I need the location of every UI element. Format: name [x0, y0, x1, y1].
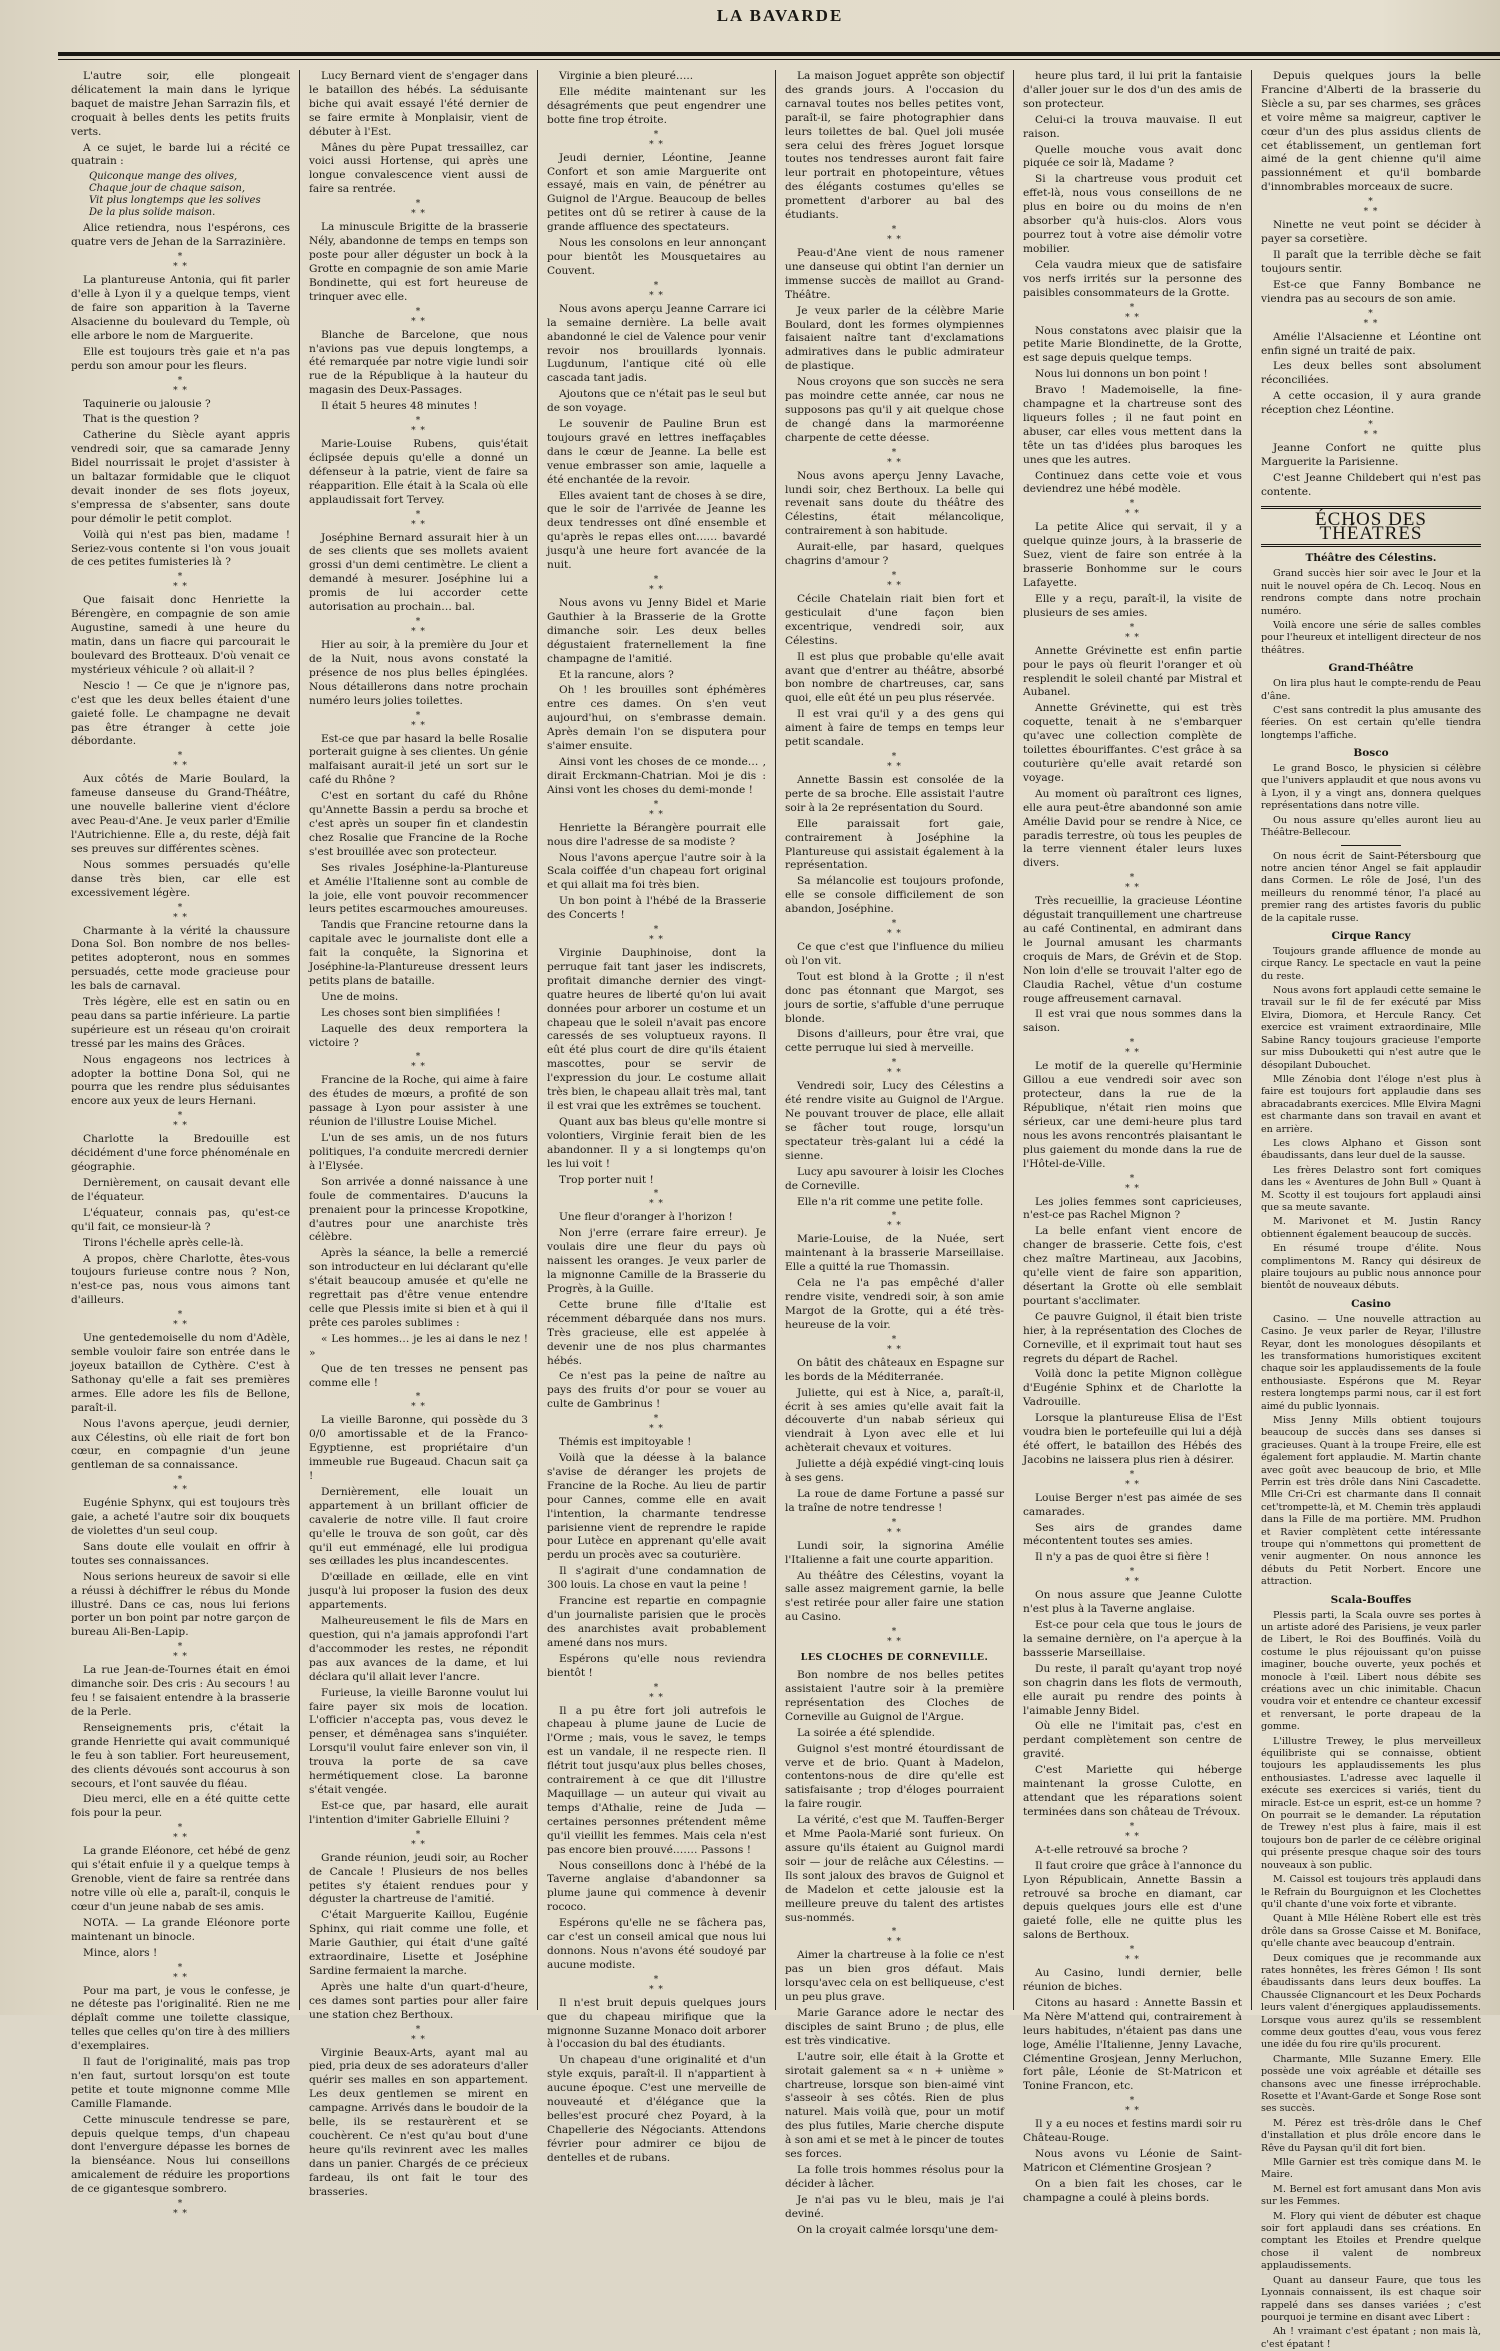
asterism-separator: * * *: [1125, 622, 1140, 643]
paragraph: La vieille Baronne, qui possède du 3 0/0 amortissable et de la Franco-Egyptienne, est propriétaire d'un immeuble rue Bugeaud. Chacun sait ça !: [309, 1414, 528, 1483]
paragraph: Voilà qui n'est pas bien, madame ! Seriez-vous contente si l'on vous jouait de ces petites fumisteries là ?: [71, 528, 290, 569]
paragraph: Francine de la Roche, qui aime à faire des études de mœurs, a profité de son passage à Lyon pour assister à une réunion de l'illustre Louise Michel.: [309, 1074, 528, 1129]
paragraph: Sa mélancolie est toujours profonde, elle se console difficilement de son abandon, Joséphine.: [785, 875, 1004, 916]
paragraph: Lundi soir, la signorina Amélie l'Italienne a fait une courte apparition.: [785, 1539, 1004, 1566]
paragraph: Cécile Chatelain riait bien fort et gesticulait d'une façon bien excentrique, vendredi soir, aux Célestins.: [785, 593, 1004, 647]
paragraph: Ce n'est pas la peine de naître au pays des fruits d'or pour se vouer au culte de Gambrinus !: [547, 1370, 766, 1411]
paragraph: Et la rancune, alors ?: [559, 668, 674, 681]
paragraph: Cela vaudra mieux que de satisfaire vos nerfs irrités sur la personne des paisibles consommateurs de la Grotte.: [1023, 258, 1242, 299]
paragraph: La belle enfant vient encore de changer de brasserie. Cette fois, c'est chez maître Martineau, aux Jacobins, qu'elle vient de faire son apparition, désertant la Grotte où elle semblait pourtant s'acclimater.: [1023, 1225, 1242, 1307]
paragraph: Nous serions heureux de savoir si elle a réussi à déchiffrer le rébus du Monde illustré. Dans ce cas, nous lui ferions porter un bon point par notre garçon de bureau Ali-Ben-Lapip.: [71, 1570, 290, 1639]
asterism-separator: * * *: [649, 925, 664, 946]
paragraph: Charlotte la Bredouille est décidément d'une force phénoménale en géographie.: [71, 1133, 290, 1174]
column-1: [62, 70, 300, 2220]
header-rule-thick: [58, 52, 1500, 56]
paragraph: A propos, chère Charlotte, êtes-vous toujours furieuse contre nous ? Non, n'est-ce pas, nous vous aimons tant d'ailleurs.: [71, 1252, 290, 1307]
paragraph: Depuis quelques jours la belle Francine d'Alberti de la brasserie du Siècle a su, par ses charmes, ses grâces et voire même sa maigreur, captiver le cœur d'un des plus assidus clients de cet établissement, un gentleman fort aimé de la gent chienne qu'il aime passionnément et qu'il bombarde d'innombrables morceaux de sucre.: [1261, 70, 1481, 194]
paragraph: Est-ce pour cela que tous le jours de la semaine dernière, on l'a aperçue à la bassserie Marseillaise.: [1023, 1619, 1242, 1659]
paragraph: Il est vrai que nous sommes dans la saison.: [1023, 1008, 1242, 1035]
asterism-separator: * * *: [411, 199, 426, 220]
paragraph: Nous avons aperçu Jenny Lavache, lundi soir, chez Berthoux. La belle qui revenait sans doute du théâtre des Célestins, était mélancolique, contrairement à son habitude.: [785, 469, 1004, 538]
paragraph: Celui-ci la trouva mauvaise. Il eut raison.: [1023, 113, 1242, 140]
paragraph: Très légère, elle est en satin ou en peau dans sa partie inférieure. La partie supérieure est un réseau qu'on croirait tressé par les mains des Grâces.: [71, 996, 290, 1050]
asterism-separator: * * *: [411, 2024, 426, 2045]
verse-line: Quiconque mange des olives,: [89, 171, 238, 183]
paragraph: Les jolies femmes sont capricieuses, n'est-ce pas Rachel Mignon ?: [1023, 1195, 1242, 1222]
masthead-title: LA BAVARDE: [716, 6, 844, 25]
paragraph: Elle médite maintenant sur les désagréments que peut engendrer une botte fine trop étroite.: [547, 85, 766, 126]
paragraph: M. Flory qui vient de débuter est chaque soir fort applaudi dans ses créations. En comptant les Etoiles et Prendre quelque chose il valent de nombreux applaudissements.: [1261, 2210, 1481, 2272]
theatre-subheading: Casino: [1351, 1297, 1391, 1310]
paragraph: Ninette ne veut point se décider à payer sa corsetière.: [1261, 219, 1481, 246]
paragraph: Ses rivales Joséphine-la-Plantureuse et Amélie l'Italienne sont au comble de la joie, elle vont pouvoir recommencer leurs petites escarmouches amoureuses.: [309, 861, 528, 916]
columns-container: [62, 70, 1496, 2350]
paragraph: La plantureuse Antonia, qui fit parler d'elle à Lyon il y a quelque temps, vient de faire son apparition à la Taverne Alsacienne du boulevard du Temple, où elle arbore le nom de Marguerite.: [71, 274, 290, 342]
paragraph: That is the question ?: [83, 413, 199, 426]
asterism-separator: * * *: [649, 799, 664, 820]
asterism-separator: * * *: [173, 375, 188, 396]
paragraph: Une de moins.: [321, 990, 399, 1003]
paragraph: Je veux parler de la célèbre Marie Boulard, dont les formes olympiennes faisaient naître tant d'exclamations admiratives dans le public admirateur de plastique.: [785, 304, 1004, 373]
paragraph: A cette occasion, il y aura grande réception chez Léontine.: [1261, 390, 1481, 417]
paragraph: Il n'y a pas de quoi être si fière !: [1035, 1551, 1210, 1564]
asterism-separator: * * *: [887, 571, 902, 591]
paragraph: Que faisait donc Henriette la Bérengère, en compagnie de son amie Augustine, samedi à une heure du matin, dans un fiacre qui parcourait le boulevard des Brotteaux. D'où venait ce mystérieux véhicule ? où allait-il ?: [71, 594, 290, 676]
paragraph: Nous les consolons en leur annonçant pour bientôt les Mousquetaires au Couvent.: [547, 237, 766, 277]
paragraph: Dernièrement, elle louait un appartement à un brillant officier de cavalerie de notre ville. Il faut croire qu'elle le trouva de son goût, car dès qu'il eut emménagé, elle lui prodigua ses œillades les plus incandescentes.: [309, 1485, 528, 1568]
paragraph: Non j'erre (errare faire erreur). Je voulais dire une fleur du pays où naissent les oranges. Je veux parler de la mignonne Camille de la Brasserie du Progrès, à la Guille.: [547, 1227, 766, 1295]
asterism-separator: * * *: [1363, 197, 1379, 218]
paragraph: Quant aux bas bleus qu'elle montre si volontiers, Virginie ferait bien de les abandonner. Il y a si longtemps qu'on les lui voit !: [547, 1115, 766, 1170]
paragraph: Ah ! vraimant c'est épatant ; non mais là, c'est épatant !: [1261, 2326, 1481, 2350]
asterism-separator: * * *: [887, 751, 902, 772]
asterism-separator: * * *: [1125, 873, 1140, 894]
paragraph: Elle n'a rit comme une petite folle.: [797, 1195, 984, 1208]
paragraph: Jeanne Confort ne quitte plus Marguerite la Parisienne.: [1261, 442, 1481, 468]
paragraph: Annette Grévinette, qui est très coquette, tenait à ne s'embarquer qu'avec une collection complète de toilettes ébouriffantes. C'est grâce à sa couturière qu'elle avait retardé son voyage.: [1023, 702, 1242, 784]
asterism-separator: * * *: [1125, 2096, 1140, 2117]
paragraph: On nous écrit de Saint-Pétersbourg que notre ancien ténor Angel se fait applaudir dans Cormen. Le rôle de José, l'un des meilleurs du renommé ténor, l'a placé au premier rang des artistes favoris du public de la capitale russe.: [1261, 850, 1481, 924]
paragraph: Elle y a reçu, paraît-il, la visite de plusieurs de ses amies.: [1023, 592, 1242, 619]
paragraph: « Les hommes… je les ai dans le nez ! »: [309, 1332, 528, 1359]
paragraph: Un chapeau d'une originalité et d'un style exquis, paraît-il. Il n'appartient à aucune époque. C'est une merveille de nouveauté et d'élégance que la belles'est procuré chez Poyard, à la Chapellerie des Négociants. Attendons février pour admirer ce bijou de dentelles et de rubans.: [547, 2054, 766, 2164]
paragraph: M. Caissol est toujours très applaudi dans le Refrain du Bourguignon et les Clochettes qu'il chante d'une voix forte et vibrante.: [1261, 1874, 1481, 1910]
paragraph: Mlle Zénobia dont l'éloge n'est plus à faire est toujours fort applaudie dans ses abracadabrants exercices. Mlle Elvira Magni est charmante dans son travail en avant et en arrière.: [1261, 1073, 1481, 1135]
paragraph: A ce sujet, le barde lui a récité ce quatrain :: [71, 141, 290, 168]
column-2: [300, 70, 538, 2198]
asterism-separator: * * *: [411, 1829, 426, 1850]
column-3: [538, 70, 776, 2164]
paragraph: Ce pauvre Guignol, il était bien triste hier, à la représentation des Cloches de Corneville, et il exprimait tout haut ses regrets du départ de Rachel.: [1023, 1310, 1242, 1365]
paragraph: Le grand Bosco, le physicien si célèbre que l'univers applaudit et que nous avons vu à Lyon, il y a vingt ans, donnera quelques représentations dans notre ville.: [1261, 763, 1481, 812]
verse-quatrain: [89, 171, 290, 219]
asterism-separator: * * *: [411, 306, 426, 327]
paragraph: Furieuse, la vieille Baronne voulut lui faire payer six mois de location. L'officier n'accepta pas, vous devez le penser, et démênagea sans s'inquiéter. Lorsqu'il voulut faire enlever son vin, il trouva la porte de sa cave hermétiquement close. La baronne s'était vengée.: [309, 1686, 528, 1796]
theatre-subheading: Cirque Rancy: [1331, 929, 1411, 942]
asterism-separator: * * *: [649, 1414, 664, 1435]
paragraph: Il paraît que la terrible dèche se fait toujours sentir.: [1261, 248, 1481, 275]
paragraph: Au théâtre des Célestins, voyant la salle assez maigrement garnie, la belle s'est retirée pour aller faire une station au Casino.: [785, 1569, 1004, 1624]
paragraph: M. Bernel est fort amusant dans Mon avis sur les Femmes.: [1261, 2183, 1481, 2208]
paragraph: Pour ma part, je vous le confesse, je ne déteste pas l'originalité. Rien ne me déplaît comme une toilette classique, telles que celles qu'on tire à des milliers d'exemplaires.: [71, 1984, 290, 2053]
paragraph: Aurait-elle, par hasard, quelques chagrins d'amour ?: [785, 541, 1004, 568]
paragraph: L'un de ses amis, un de nos futurs politiques, l'a conduite mercredi dernier à l'Elysée.: [309, 1132, 528, 1172]
paragraph: Sans doute elle voulait en offrir à toutes ses connaissances.: [71, 1540, 290, 1567]
paragraph: Tout est blond à la Grotte ; il n'est donc pas étonnant que Margot, ses jours de sortie, s'affuble d'une perruque blonde.: [785, 970, 1004, 1025]
paragraph: Virginie a bien pleuré…..: [559, 70, 694, 82]
paragraph: Il est vrai qu'il y a des gens qui aiment à faire de temps en temps leur petit scandale.: [785, 708, 1004, 749]
paragraph: Voilà donc la petite Mignon collègue d'Eugénie Sphinx et de Charlotte la Vadrouille.: [1023, 1368, 1242, 1409]
paragraph: Après la séance, la belle a remercié son introducteur en lui déclarant qu'elle s'était beaucoup amusée et qu'elle ne regrettait pas d'être venue entendre celle que Plessis imite si bien et à qui il prête ces paroles sublimes :: [309, 1247, 528, 1329]
paragraph: Virginie Beaux-Arts, ayant mal au pied, pria deux de ses adorateurs d'aller quérir ses malles en son appartement. Les deux gentlemen se mirent en campagne. Arrivés dans le boudoir de la belle, ils se restaurèrent et se couchèrent. Ce n'est qu'au bout d'une heure qu'ils revinrent avec les malles dans un panier. Chargés de ce précieux fardeau, ils ont fait le tour des brasseries.: [309, 2046, 528, 2198]
paragraph: Thémis est impitoyable !: [559, 1436, 692, 1449]
paragraph: Citons au hasard : Annette Bassin et Ma Nère M'attend qui, contrairement à leurs habitudes, n'étaient pas dans une loge, Amélie l'Italienne, Jenny Lavache, Clémentine Grosjean, Jenny Merluchon, fort pâle, Léonie de St-Matricon et Tonine Francon, etc.: [1023, 1996, 1242, 2093]
header-rule-thin: [58, 59, 1500, 60]
theatre-subheading: Scala-Bouffes: [1330, 1593, 1412, 1606]
asterism-separator: * * *: [1363, 308, 1379, 329]
echos-des-theatres-heading: ÉCHOS DES THÉATRES: [1261, 506, 1481, 548]
paragraph: Nous lui donnons un bon point !: [1035, 368, 1208, 381]
asterism-separator: * * *: [649, 280, 664, 301]
paragraph: Les clows Alphano et Gisson sont ébaudissants, dans leur duel de la sausse.: [1261, 1137, 1481, 1162]
paragraph: Après une halte d'un quart-d'heure, ces dames sont parties pour aller faire une station chez Berthoux.: [309, 1980, 528, 2021]
paragraph: Renseignements pris, c'était la grande Henriette qui avait communiqué le feu à son tablier. Fort heureusement, des clients dévoués sont accourus à son secours, et l'ont sauvée du fléau.: [71, 1721, 290, 1790]
paragraph: Grand succès hier soir avec le Jour et la nuit le nouvel opéra de Ch. Lecoq. Nous en rendrons compte dans notre prochain numéro.: [1261, 568, 1481, 617]
paragraph: Nous l'avons aperçue l'autre soir à la Scala coiffée d'un chapeau fort original et qui allait ma foi très bien.: [547, 851, 766, 892]
paragraph: Il faut de l'originalité, mais pas trop n'en faut, surtout lorsqu'on est toute petite et toute mignonne comme Mlle Camille Flamande.: [71, 2056, 290, 2110]
paragraph: Annette Grévinette est enfin partie pour le pays où fleurit l'oranger et où resplendit le soleil chanté par Mistral et Aubanel.: [1023, 644, 1242, 699]
paragraph: Nous l'avons aperçue, jeudi dernier, aux Célestins, où elle riait de fort bon cœur, en compagnie d'un jeune gentleman de sa connaissance.: [71, 1417, 290, 1472]
paragraph: Je n'ai pas vu le bleu, mais je l'ai deviné.: [785, 2193, 1004, 2220]
paragraph: Ajoutons que ce n'était pas le seul but de son voyage.: [547, 388, 766, 415]
paragraph: La vérité, c'est que M. Tauffen-Berger et Mme Paola-Marié sont furieux. On assure qu'ils étaient au Guignol mardi soir — jour de relâche aux Célestins. — Ils sont jaloux des bravos de Guignol et de Madelon et cette jalousie est la meilleure preuve du talent des artistes sus-nommés.: [785, 1814, 1004, 1924]
paragraph: Est-ce que, par hasard, elle aurait l'intention d'imiter Gabrielle Elluini ?: [309, 1799, 528, 1826]
paragraph: Alice retiendra, nous l'espérons, ces quatre vers de Jehan de la Sarrazinière.: [71, 222, 290, 249]
paragraph: Lorsque la plantureuse Elisa de l'Est voudra bien le portefeuille qui lui a déjà été offert, le bataillon des Hébés des Jacobins ne laissera plus rien à désirer.: [1023, 1412, 1242, 1466]
paragraph: Ses airs de grandes dame mécontentent toutes ses amies.: [1023, 1521, 1242, 1548]
paragraph: Ce que c'est que l'influence du milieu où l'on vit.: [785, 941, 1004, 967]
asterism-separator: * * *: [1125, 499, 1140, 520]
paragraph: Est-ce que Fanny Bombance ne viendra pas au secours de son amie.: [1261, 278, 1481, 305]
paragraph: Peau-d'Ane vient de nous ramener une danseuse qui obtint l'an dernier un immense succès de maillot au Grand-Théâtre.: [785, 246, 1004, 301]
paragraph: L'autre soir, elle plongeait délicatement la main dans le lyrique baquet de maistre Jehan Sarrazin fils, et croquait à belles dents les petits fruits verts.: [71, 70, 290, 138]
paragraph: Taquinerie ou jalousie ?: [83, 397, 211, 410]
paragraph: D'œillade en œillade, elle en vint jusqu'à lui proposer la fusion des deux appartements.: [309, 1571, 528, 1612]
paragraph: Si la chartreuse vous produit cet effet-là, nous vous conseillons de ne plus en boire ou du moins de n'en absorber qu'à huis-clos. Alors vous pourrez tout à votre aise démolir votre mobilier.: [1023, 173, 1242, 255]
column-6: [1252, 70, 1490, 2350]
paragraph: M. Pérez est très-drôle dans le Chef d'installation et plus drôle encore dans le Rêve du Paysan qu'il dit fort bien.: [1261, 2117, 1481, 2154]
asterism-separator: * * *: [1363, 420, 1379, 441]
asterism-separator: * * *: [1125, 1821, 1140, 1842]
paragraph: Quant à Mlle Hélène Robert elle est très drôle dans sa Grosse Caisse et M. Boniface, qu'elle chante avec beaucoup d'entrain.: [1261, 1913, 1481, 1950]
asterism-separator: * * *: [173, 902, 188, 923]
paragraph: Nous croyons que son succès ne sera pas moindre cette année, car nous ne supposons pas qu'il y ait quelque chose de changé dans la marmoréenne charpente de cette déesse.: [785, 376, 1004, 444]
paragraph: heure plus tard, il lui prit la fantaisie d'aller jouer sur le dos d'un des amis de son protecteur.: [1023, 70, 1242, 110]
paragraph: Malheureusement le fils de Mars en question, qui n'a jamais approfondi l'art d'accommoder les restes, ne répondit pas aux avances de la dame, et lui déclara qu'il allait lever l'ancre.: [309, 1615, 528, 1683]
paragraph: Il est plus que probable qu'elle avait avant que d'entrer au théâtre, absorbé bon nombre de chartreuses, car, sans quoi, elle eût été un peu plus réservée.: [785, 650, 1004, 705]
paragraph: Elle est toujours très gaie et n'a pas perdu son amour pour les fleurs.: [71, 345, 290, 372]
paragraph: Juliette, qui est à Nice, a, paraît-il, écrit à ses amies qu'elle avait fait la découverte d'un nabab sérieux qui viendrait à Lyon avec elle et lui achèterait chevaux et voitures.: [785, 1386, 1004, 1455]
paragraph: L'illustre Trewey, le plus merveilleux équilibriste qui se connaisse, obtient toujours les applaudissements les plus enthousiastes. L'adresse avec laquelle il exécute ses exercices si variés, tient du miracle. Est-ce un esprit, est-ce un homme ? On pourrait se le demander. La réputation de Trewey n'est plus à faire, mais il est toujours bon de parler de ce célèbre original qui présente presque chaque soir des tours nouveaux à son public.: [1261, 1735, 1481, 1871]
paragraph: Nous sommes persuadés qu'elle danse très bien, car elle est excessivement légère.: [71, 858, 290, 899]
section-divider: [1341, 845, 1401, 846]
asterism-separator: * * *: [1125, 302, 1140, 323]
paragraph: Son arrivée a donné naissance à une foule de commentaires. D'aucuns la prenaient pour la princesse Kropotkine, d'autres pour une anarchiste très célèbre.: [309, 1175, 528, 1244]
paragraph: Lucy apu savourer à loisir les Cloches de Corneville.: [785, 1165, 1004, 1192]
paragraph: Elle paraissait fort gaie, contrairement à Joséphine la Plantureuse qui assistait également à la représentation.: [785, 817, 1004, 872]
paragraph: Louise Berger n'est pas aimée de ses camarades.: [1023, 1491, 1242, 1518]
paragraph: L'autre soir, elle était à la Grotte et sirotait galement sa « n + unième » chartreuse, lorsque son bien-aimé vint s'asseoir à ses côtés. Rien de plus naturel. Mais voilà que, pour un motif des plus futiles, Marie cherche dispute à son ami et se met à le pincer de toutes ses forces.: [785, 2050, 1004, 2161]
asterism-separator: * * *: [173, 1962, 188, 1983]
asterism-separator: * * *: [649, 129, 664, 150]
paragraph: Espérons qu'elle ne se fâchera pas, car c'est un conseil amical que nous lui donnons. Nous n'avons été soudoyé par aucune modiste.: [547, 1917, 766, 1971]
asterism-separator: * * *: [1125, 1945, 1140, 1966]
asterism-separator: * * *: [173, 2199, 188, 2220]
paragraph: Les choses sont bien simplifiées !: [321, 1006, 501, 1019]
paragraph: Mlle Garnier est très comique dans M. le Maire.: [1261, 2157, 1481, 2181]
theatre-subheading: Grand-Théâtre: [1328, 662, 1414, 675]
asterism-separator: * * *: [1125, 1469, 1140, 1490]
section-heading: LES CLOCHES DE CORNEVILLE.: [800, 1652, 989, 1664]
paragraph: Il était 5 heures 48 minutes !: [321, 400, 478, 413]
paragraph: Il s'agirait d'une condamnation de 300 louis. La chose en vaut la peine !: [547, 1565, 766, 1592]
paragraph: C'était Marguerite Kaillou, Eugénie Sphinx, qui riait comme une folle, et Marie Gauthier, qui était d'une gaîté extraordinaire, Lisette et Joséphine Sardine fermaient la marche.: [309, 1909, 528, 1977]
paragraph: Voilà que la déesse à la balance s'avise de déranger les projets de Francine de la Roche. Au lieu de partir pour Cannes, comme elle en avait l'intention, la charmante tendresse parisienne vient de reprendre le rapide pour Lutèce en apprenant qu'elle avait perdu un procès avec sa couturière.: [547, 1452, 766, 1562]
paragraph: C'est Mariette qui héberge maintenant la grosse Culotte, en attendant que les réparations soient terminées dans son château de Trévoux.: [1023, 1764, 1242, 1818]
paragraph: On lira plus haut le compte-rendu de Peau d'âne.: [1261, 678, 1481, 702]
paragraph: On nous assure que Jeanne Culotte n'est plus à la Taverne anglaise.: [1023, 1589, 1242, 1616]
asterism-separator: * * *: [1125, 1173, 1140, 1194]
paragraph: Nous constatons avec plaisir que la petite Marie Blondinette, de la Grotte, est sage depuis quelque temps.: [1023, 324, 1242, 365]
asterism-separator: * * *: [411, 710, 426, 731]
asterism-separator: * * *: [173, 1111, 188, 1132]
paragraph: La maison Joguet apprête son objectif des grands jours. A l'occasion du carnaval toutes nos belles petites vont, paraît-il, se faire photographier dans leurs toilettes de bal. Quel joli musée sera celui des frères Joguet lorsque toutes nos tendresses auront fait faire leur portrait en photopeinture, vêtues des élégants costumes qu'elles se promettent d'arborer au bal des étudiants.: [785, 70, 1004, 222]
asterism-separator: * * *: [887, 1211, 902, 1232]
paragraph: Dieu merci, elle en a été quitte cette fois pour la peur.: [71, 1793, 290, 1820]
paragraph: C'est sans contredit la plus amusante des féeries. On est certain qu'elle tiendra longtemps l'affiche.: [1261, 704, 1481, 741]
paragraph: Les frères Delastro sont fort comiques dans les « Aventures de John Bull » Quant à M. Scotty il est toujours fort applaudi ainsi que sa meute savante.: [1261, 1164, 1481, 1213]
asterism-separator: * * *: [411, 1052, 426, 1073]
paragraph: Est-ce que par hasard la belle Rosalie porterait guigne à ses clientes. Un génie malfaisant aurait-il jeté un sort sur le café du Rhône ?: [309, 732, 528, 787]
paragraph: La folle trois hommes résolus pour la décider à lâcher.: [785, 2164, 1004, 2190]
paragraph: Elles avaient tant de choses à se dire, que le soir de l'arrivée de Jeanne les deux tendresses ont dîné ensemble et qu'après le repas elles ont…… bavardé jusqu'à une heure fort avancée de la nuit.: [547, 489, 766, 572]
verse-line: Chaque jour de chaque saison,: [89, 183, 246, 195]
asterism-separator: * * *: [173, 1475, 188, 1496]
paragraph: Hier au soir, à la première du Jour et de la Nuit, nous avons constaté la présence de nos plus belles épinglées. Nous détaillerons dans notre prochain numéro leurs jolies toilettes.: [309, 639, 528, 707]
paragraph: Ainsi vont les choses de ce monde… , dirait Erckmann-Chatrian. Moi je dis : Ainsi vont les choses du demi-monde !: [547, 755, 766, 796]
asterism-separator: * * *: [1125, 1038, 1140, 1059]
asterism-separator: * * *: [887, 1927, 902, 1948]
paragraph: Lucy Bernard vient de s'engager dans le bataillon des hébés. La séduisante biche qui avait essayé l'été dernier de se faire ermite à Monplaisir, vient de débuter à l'Est.: [309, 70, 528, 138]
paragraph: Virginie Dauphinoise, dont la perruque fait tant jaser les indiscrets, profitait dimanche dernier des vingt-quatre heures de liberté qu'on lui avait données pour arborer un costume et un chapeau que le soleil n'avait pas encore caressés de ses voluptueux rayons. Il eût été plus court de dire qu'ils étaient mascottes, pour se servir de l'expression du jour. Le costume allait très bien, le chapeau allait très mal, tant il est vrai que les extrêmes se touchent.: [547, 947, 766, 1112]
asterism-separator: * * *: [887, 447, 902, 468]
asterism-separator: * * *: [411, 416, 426, 437]
verse-line: Vit plus longtemps que les solives: [89, 195, 261, 207]
paragraph: Plessis parti, la Scala ouvre ses portes à un artiste adoré des Parisiens, je veux parler de Libert, le Roi des Bouffinés. Voilà du costume le plus réjouissant qu'on puisse imaginer, bouche ouverte, yeux pochés et monocle à l'œil. Libert nous débite ses créations avec un chic inimitable. Chacun voudra voir et entendre ce chanteur excessif et renversant, le porte drapeau de la gomme.: [1261, 1609, 1481, 1733]
paragraph: Francine est repartie en compagnie d'un journaliste parisien que le procès des anarchistes avait probablement amené dans nos murs.: [547, 1595, 766, 1649]
paragraph: Quelle mouche vous avait donc piquée ce soir là, Madame ?: [1023, 143, 1242, 170]
paragraph: Marie-Louise, de la Nuée, sert maintenant à la brasserie Marseillaise. Elle a quitté la rue Thomassin.: [785, 1233, 1004, 1274]
paragraph: M. Marivonet et M. Justin Rancy obtiennent également beaucoup de succès.: [1261, 1216, 1481, 1240]
asterism-separator: * * *: [1125, 1567, 1140, 1588]
paragraph: Mânes du père Pupat tressaillez, car voici aussi Hortense, qui après une longue convalescence vient aussi de faire sa rentrée.: [309, 141, 528, 196]
paragraph: Jeudi dernier, Léontine, Jeanne Confort et son amie Marguerite ont essayé, mais en vain, de pénétrer au Guignol de l'Argue. Beaucoup de belles petites ont dû se retirer à cause de la grande affluence des spectateurs.: [547, 151, 766, 234]
paragraph: Catherine du Siècle ayant appris vendredi soir, que sa camarade Jenny Bidel nourrissait le projet d'assister à un baltazar formidable que le cliquot devait inonder de ses flots joyeux, s'empressa de s'absenter, sans doute pour démolir le petit complot.: [71, 429, 290, 525]
paragraph: Tandis que Francine retourne dans la capitale avec le journaliste dont elle a fait la conquête, la Signorina et Joséphine-la-Plantureuse dressent leurs petits plans de bataille.: [309, 919, 528, 987]
asterism-separator: * * *: [887, 919, 902, 940]
paragraph: Nous avons vu Léonie de Saint-Matricon et Clémentine Grosjean ?: [1023, 2148, 1242, 2174]
paragraph: Annette Bassin est consolée de la perte de sa broche. Elle assistait l'autre soir à la 2e représentation du Sourd.: [785, 773, 1004, 814]
asterism-separator: * * *: [649, 1974, 664, 1995]
theatre-subheading: Bosco: [1353, 747, 1389, 760]
paragraph: Nescio ! — Ce que je n'ignore pas, c'est que les deux belles étaient d'une gaieté folle. Le champagne ne devait pas être étranger à cette joie débordante.: [71, 679, 290, 748]
paragraph: Amélie l'Alsacienne et Léontine ont enfin signé un traité de paix.: [1261, 330, 1481, 357]
column-4: [776, 70, 1014, 2236]
paragraph: Cela ne l'a pas empêché d'aller rendre visite, vendredi soir, à son amie Margot de la Grotte, qui a été très-heureuse de la voir.: [785, 1277, 1004, 1331]
paragraph: Blanche de Barcelone, que nous n'avions pas vue depuis longtemps, a été remarquée par notre vigie lundi soir rue de la République à la hauteur du magasin des Deux-Passages.: [309, 328, 528, 397]
paragraph: On a bien fait les choses, car le champagne a coulé à pleins bords.: [1023, 2177, 1242, 2204]
paragraph: Juliette a déjà expédié vingt-cinq louis à ses gens.: [785, 1458, 1004, 1485]
paragraph: La grande Eléonore, cet hébé de genz qui s'était enfuie il y a quelque temps à Grenoble, vient de faire sa rentrée dans notre ville où elle a, paraît-il, conquis le cœur d'un jeune nabab de ses amis.: [71, 1845, 290, 1913]
paragraph: Aimer la chartreuse à la folie ce n'est pas un bien gros défaut. Mais lorsqu'avec cela on est belliqueuse, c'est un peu plus grave.: [785, 1949, 1004, 2004]
paragraph: Le motif de la querelle qu'Herminie Gillou a eue vendredi soir avec son protecteur, dans la rue de la République, n'était rien moins que sérieux, car une demi-heure plus tard nous les avons rencontrés plaisantant le plus gaiement du monde dans la rue de l'Hôtel-de-Ville.: [1023, 1060, 1242, 1170]
paragraph: Aux côtés de Marie Boulard, la fameuse danseuse du Grand-Théâtre, une nouvelle ballerine vient d'éclore avec Peau-d'Ane. Je veux parler d'Emilie l'Autrichienne. Elle a, du reste, déjà fait ses preuves sur différentes scènes.: [71, 773, 290, 855]
paragraph: Au Casino, lundi dernier, belle réunion de biches.: [1023, 1967, 1242, 1994]
asterism-separator: * * *: [173, 252, 188, 273]
asterism-separator: * * *: [887, 1334, 902, 1355]
paragraph: Marie Garance adore le nectar des disciples de saint Bruno ; de plus, elle est très vindicative.: [785, 2007, 1004, 2047]
asterism-separator: * * *: [411, 509, 426, 530]
verse-line: De la plus solide maison.: [89, 207, 216, 219]
asterism-separator: * * *: [887, 224, 902, 245]
paragraph: Laquelle des deux remportera la victoire ?: [309, 1022, 528, 1049]
paragraph: Il faut croire que grâce à l'annonce du Lyon Républicain, Annette Bassin a retrouvé sa broche en diamant, car depuis quelques jours elle est d'une gaieté folle, elle ne quitte plus les salons de Berthoux.: [1023, 1859, 1242, 1942]
paragraph: Très recueillie, la gracieuse Léontine dégustait tranquillement une chartreuse au café Continental, en admirant dans le Journal amusant les charmants croquis de Mars, de Grévin et de Stop. Non loin d'elle se trouvait l'alter ego de Claudia Rachel, vêtue d'un costume rouge affreusement carnaval.: [1023, 895, 1242, 1005]
paragraph: Nous avons fort applaudi cette semaine le travail sur le fil de fer exécuté par Miss Elvira, Diomora, et Hercule Rancy. Cet exercice est vraiment extraordinaire, Mlle Sabine Rancy toujours gracieuse l'emporte sur miss Dubouketti qui n'est autre que le désopilant Dubouchet.: [1261, 985, 1481, 1071]
asterism-separator: * * *: [887, 1627, 902, 1648]
paragraph: Oh ! les brouilles sont éphémères entre ces dames. On s'en veut aujourd'hui, on s'embrasse demain. Après demain l'on se disputera pour s'aimer ensuite.: [547, 684, 766, 753]
asterism-separator: * * *: [173, 1310, 188, 1331]
paragraph: Bravo ! Mademoiselle, la fine-champagne et la chartreuse sont des liqueurs folles ; il ne faut point en abuser, car elles vous mettent dans la tête un tas d'idées plus baroques les unes que les autres.: [1023, 384, 1242, 466]
asterism-separator: * * *: [173, 751, 188, 772]
paragraph: Quant au danseur Faure, que tous les Lyonnais connaissent, ils est chaque soir rappelé dans ses danses variées ; c'est pourquoi je termine en disant avec Libert :: [1261, 2274, 1481, 2323]
paragraph: Il n'est bruit depuis quelques jours que du chapeau mirifique que la mignonne Suzanne Monaco doit arborer à l'occasion du bal des étudiants.: [547, 1996, 766, 2051]
paragraph: Nous conseillons donc à l'hébé de la Taverne anglaise d'abandonner sa plume jaune qui commence à devenir rococo.: [547, 1859, 766, 1914]
paragraph: On bâtit des châteaux en Espagne sur les bords de la Méditerranée.: [785, 1356, 1004, 1383]
paragraph: Les deux belles sont absolument réconciliées.: [1261, 360, 1481, 387]
paragraph: Guignol s'est montré étourdissant de verve et de brio. Quant à Madelon, contentons-nous de dire qu'elle est satisfaisante ; trop d'éloges pourraient la faire rougir.: [785, 1742, 1004, 1811]
paragraph: Il a pu être fort joli autrefois le chapeau à plume jaune de Lucie de l'Orme ; mais, vous le savez, le temps est un vandale, il ne respecte rien. Il flétrit tout jusqu'aux plus belles choses, contrairement à ce que dit l'illustre Maquillage — un auteur qui vivait au temps d'Athalie, reine de Juda — certaines personnes prétendent même qu'il vieillit les femmes. Mais cela n'est pas encore bien prouvé.…… Passons !: [547, 1704, 766, 1856]
asterism-separator: * * *: [173, 572, 188, 593]
asterism-separator: * * *: [649, 575, 664, 595]
paragraph: Mince, alors !: [83, 1946, 158, 1959]
paragraph: Disons d'ailleurs, pour être vrai, que cette perruque lui sied à merveille.: [785, 1028, 1004, 1055]
paragraph: La petite Alice qui servait, il y a quelque quinze jours, à la brasserie de Suez, vient de faire son entrée à la brasserie Bonhomme sur le cours Lafayette.: [1023, 521, 1242, 589]
paragraph: Dernièrement, on causait devant elle de l'équateur.: [71, 1177, 290, 1203]
paragraph: Une fleur d'oranger à l'horizon !: [559, 1211, 733, 1224]
asterism-separator: * * *: [887, 1058, 902, 1079]
paragraph: Henriette la Bérangère pourrait elle nous dire l'adresse de sa modiste ?: [547, 821, 766, 848]
asterism-separator: * * *: [411, 617, 426, 637]
paragraph: Le souvenir de Pauline Brun est toujours gravé en lettres ineffaçables dans le cœur de Jeanne. La belle est venue embrasser son amie, laquelle a été enchantée de la revoir.: [547, 418, 766, 486]
asterism-separator: * * *: [411, 1392, 426, 1413]
paragraph: Du reste, il paraît qu'ayant trop noyé son chagrin dans les flots de vermouth, elle aurait pu rendre des points à l'aimable Jenny Bidel.: [1023, 1662, 1242, 1717]
paragraph: Un bon point à l'hébé de la Brasserie des Concerts !: [547, 895, 766, 922]
paragraph: Marie-Louise Rubens, quis'était éclipsée depuis qu'elle a donné un défenseur à la patrie, vient de faire sa réapparition. Elle était à la Scala où elle applaudissait fort Tervey.: [309, 438, 528, 506]
paragraph: La soirée a été splendide.: [797, 1726, 936, 1739]
paragraph: Cette brune fille d'Italie est récemment débarquée dans nos murs. Très gracieuse, elle est appelée à devenir une de nos plus charmantes hébés.: [547, 1298, 766, 1367]
paragraph: Il y a eu noces et festins mardi soir ru Château-Rouge.: [1023, 2118, 1242, 2145]
paragraph: Au moment où paraîtront ces lignes, elle aura peut-être abandonné son amie Amélie David pour se rendre à Nice, ce paradis terrestre, où tous les peuples de la terre viennent étaler leurs luxes divers.: [1023, 787, 1242, 870]
paragraph: C'est en sortant du café du Rhône qu'Annette Bassin a perdu sa broche et c'est après un souper fin et clandestin chez Rosalie que Francine de la Roche s'est brouillée avec son protecteur.: [309, 790, 528, 858]
paragraph: Toujours grande affluence de monde au cirque Rancy. Le spectacle en vaut la peine du reste.: [1261, 945, 1481, 982]
paragraph: Charmante à la vérité la chaussure Dona Sol. Bon nombre de nos belles-petites adopteront, nous en sommes persuadés, cette mode gracieuse pour les bals de carnaval.: [71, 924, 290, 993]
asterism-separator: * * *: [649, 1189, 664, 1210]
paragraph: Bon nombre de nos belles petites assistaient l'autre soir à la première représentation des Cloches de Corneville au Guignol de l'Argue.: [785, 1669, 1004, 1723]
paragraph: Nous avons vu Jenny Bidel et Marie Gauthier à la Brasserie de la Grotte dimanche soir. Les deux belles dégustaient fraternellement la fine champagne de l'amitié.: [547, 597, 766, 665]
asterism-separator: * * *: [887, 1517, 902, 1538]
paragraph: Deux comiques que je recommande aux rates honnêtes, les frères Gémon ! Ils sont ébaudissants dans leurs deux bouffes. La Chaussée Clignancourt et les Deux Pochards leurs valent d'énergiques applaudissements. Lorsque vous aurez qu'ils se ressemblent comme deux gouttes d'eau, vous vous ferez une idée du fou rire qu'ils procurent.: [1261, 1952, 1481, 2051]
asterism-separator: * * *: [173, 1642, 188, 1663]
paragraph: A-t-elle retrouvé sa broche ?: [1035, 1843, 1188, 1856]
paragraph: Continuez dans cette voie et vous deviendrez une hébé modèle.: [1023, 469, 1242, 496]
paragraph: Vendredi soir, Lucy des Célestins a été rendre visite au Guignol de l'Argue. Ne pouvant trouver de place, elle allait se fâcher tout rouge, lorsqu'un spectateur très-galant lui a cédé la sienne.: [785, 1080, 1004, 1162]
paragraph: La rue Jean-de-Tournes était en émoi dimanche soir. Des cris : Au secours ! au feu ! se faisaient entendre à la brasserie de la Perle.: [71, 1664, 290, 1718]
paragraph: Espérons qu'elle nous reviendra bientôt !: [547, 1652, 766, 1679]
asterism-separator: * * *: [173, 1823, 188, 1844]
paragraph: Casino. — Une nouvelle attraction au Casino. Je veux parler de Reyar, l'illustre Reyar, dont les monologues désopilants et les transformations humoristiques excitent chaque soir les applaudissements de la foule enthousiaste. Espérons que M. Reyar restera longtemps parmi nous, car il est fort aimé du public lyonnais.: [1261, 1313, 1481, 1412]
column-5: [1014, 70, 1252, 2204]
theatre-subheading: Théâtre des Célestins.: [1305, 552, 1437, 565]
paragraph: Nous avons aperçu Jeanne Carrare ici la semaine dernière. La belle avait abandonné le ciel de Valence pour venir revoir nos brouillards lyonnais. Lugdunum, l'antique cité où elle cascada tant jadis.: [547, 302, 766, 385]
paragraph: Eugénie Sphynx, qui est toujours très gaie, a acheté l'autre soir dix bouquets de violettes d'un seul coup.: [71, 1497, 290, 1538]
paragraph: En résumé troupe d'élite. Nous complimentons M. Rancy qui désireux de plaire toujours au public nous annonce pour bientôt de nouveaux débuts.: [1261, 1243, 1481, 1292]
paragraph: C'est Jeanne Childebert qui n'est pas contente.: [1261, 471, 1481, 498]
paragraph: Cette minuscule tendresse se pare, depuis quelque temps, d'un chapeau dont l'envergure dépasse les bornes de la bienséance. Nous lui conseillons amicalement de réduire les proportions de ce gigantesque sombrero.: [71, 2113, 290, 2196]
paragraph: Miss Jenny Mills obtient toujours beaucoup de succès dans ses danses si gracieuses. Quant à la troupe Freire, elle est également fort applaudie. M. Martin chante avec goût avec beaucoup de brio, et Mlle Perrin est très drôle dans Nini Cascadette. Mlle Cri-Cri est charmante dans Il connait cet'trompette-là, et M. Chemin très applaudi dans la Fille de ma portière. MM. Prudhon et Ravier complètent cette intéressante troupe qui n'ommettons qui promettent de venir augmenter. On nous annonce les débuts du Petit Norbert. Encore une attraction.: [1261, 1414, 1481, 1588]
paragraph: On la croyait calmée lorsqu'une dem-: [797, 2223, 998, 2236]
paragraph: Charmante, Mlle Suzanne Emery. Elle possède une voix agréable et détaille ses chansons avec une finesse irréprochable. Rosette et l'Avant-Garde et Songe Rose sont ses succès.: [1261, 2053, 1481, 2115]
paragraph: Une gentedemoiselle du nom d'Adèle, semble vouloir faire son entrée dans le joyeux bataillon de Cythère. C'est à Sathonay qu'elle a fait ses premières armes. Elle adore les fils de Bellone, paraît-il.: [71, 1332, 290, 1414]
paragraph: L'équateur, connais pas, qu'est-ce qu'il fait, ce monsieur-là ?: [71, 1206, 290, 1233]
paragraph: NOTA. — La grande Eléonore porte maintenant un binocle.: [71, 1916, 290, 1943]
paragraph: Grande réunion, jeudi soir, au Rocher de Cancale ! Plusieurs de nos belles petites s'y étaient rendues pour y déguster la chartreuse de l'amitié.: [309, 1851, 528, 1906]
paragraph: Tirons l'échelle après celle-là.: [83, 1236, 244, 1249]
paragraph: La minuscule Brigitte de la brasserie Nély, abandonne de temps en temps son poste pour aller déguster un bock à la Grotte en compagnie de son amie Marie Bondinette, qui est fort heureuse de trinquer avec elle.: [309, 221, 528, 303]
asterism-separator: * * *: [649, 1682, 664, 1703]
paragraph: Où elle ne l'imitait pas, c'est en perdant complètement son centre de gravité.: [1023, 1720, 1242, 1761]
paragraph: Trop porter nuit !: [559, 1173, 654, 1186]
paragraph: Que de ten tresses ne pensent pas comme elle !: [309, 1362, 528, 1389]
paragraph: Joséphine Bernard assurait hier à un de ses clients que ses mollets avaient grossi d'un demi centimètre. Le client a demandé à mesurer. Joséphine lui a promis de lui accorder cette autorisation au prochain… bal.: [309, 531, 528, 614]
paragraph: Voilà encore une série de salles combles pour l'heureux et intelligent directeur de nos théâtres.: [1261, 620, 1481, 656]
paragraph: La roue de dame Fortune a passé sur la traîne de notre tendresse !: [785, 1487, 1004, 1514]
paragraph: Ou nous assure qu'elles auront lieu au Théâtre-Bellecour.: [1261, 814, 1481, 839]
paragraph: Nous engageons nos lectrices à adopter la bottine Dona Sol, qui ne pourra que les rendre plus séduisantes encore aux yeux de leurs Hernani.: [71, 1053, 290, 1108]
